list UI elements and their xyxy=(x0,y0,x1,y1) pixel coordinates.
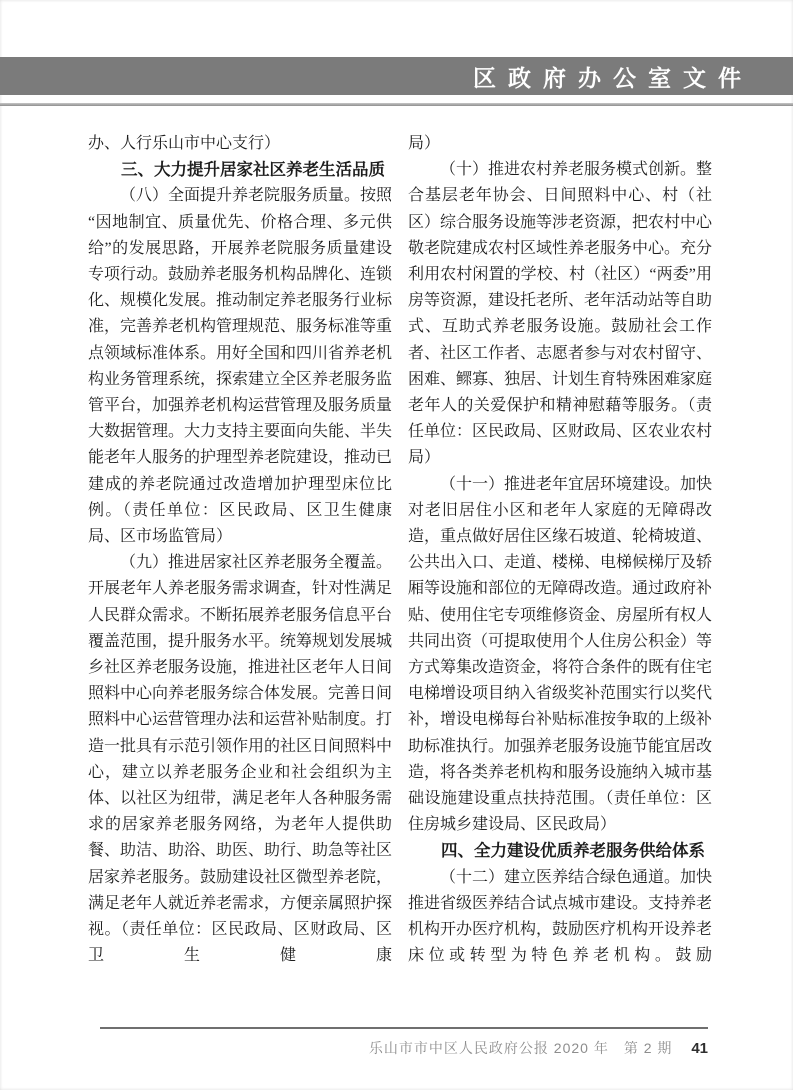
paragraph-continuation: 办、人行乐山市中心支行） xyxy=(88,135,281,152)
right-column xyxy=(408,131,712,1011)
left-column xyxy=(88,131,392,1011)
banner-title: 区政府办公室文件 xyxy=(473,64,753,91)
footer-rule xyxy=(100,1027,708,1029)
paragraph-item-10: （十）推进农村养老服务模式创新。整合基层老年协会、日间照料中心、村（社区）综合服务设施等涉老资源，把农村中心敬老院建成农村区域性养老服务中心。充分利用农村闲置的学校、村（社区）“两委”用房等资源，建设托老所、老年活动站等自助式、互助式养老服务设施。鼓励社会工作者、社区工作者、志愿者参与对农村留守、困难、鳏寡、独居、计划生育特殊困难家庭老年人的关爱保护和精神慰藉等服务。（责任单位：区民政局、区财政局、区农业农村局） xyxy=(408,161,712,467)
paragraph-continuation: 局） xyxy=(408,135,441,152)
journal-title: 乐山市市中区人民政府公报 2020 年 第 2 期 xyxy=(368,1040,673,1056)
paragraph-item-12: （十二）建立医养结合绿色通道。加快推进省级医养结合试点城市建设。支持养老机构开办医疗机构，鼓励医疗机构开设养老床位或转型为特色养老机构。鼓励 xyxy=(408,868,712,965)
paragraph-item-11: （十一）推进老年宜居环境建设。加快对老旧居住小区和老年人家庭的无障碍改造，重点做好居住区缘石坡道、轮椅坡道、公共出入口、走道、楼梯、电梯候梯厅及轿厢等设施和部位的无障碍改造。通过政府补贴、使用住宅专项维修资金、房屋所有权人共同出资（可提取使用个人住房公积金）等方式筹集改造资金，将符合条件的既有住宅电梯增设项目纳入省级奖补范围实行以奖代补，增设电梯每台补贴标准按争取的上级补助标准执行。加强养老服务设施节能宜居改造，将各类养老机构和服务设施纳入城市基础设施建设重点扶持范围。（责任单位：区住房城乡建设局、区民政局） xyxy=(408,475,712,834)
section-heading-4: 四、全力建设优质养老服务供给体系 xyxy=(441,842,705,861)
section-heading-3: 三、大力提升居家社区养老生活品质 xyxy=(121,161,385,180)
header-rule xyxy=(0,103,793,106)
document-body xyxy=(88,131,712,1011)
paragraph-item-8: （八）全面提升养老院服务质量。按照“因地制宜、质量优先、价格合理、多元供给”的发展思路，开展养老院服务质量建设专项行动。鼓励养老服务机构品牌化、连锁化、规模化发展。推动制定养老服务行业标准，完善养老机构管理规范、服务标准等重点领域标准体系。用好全国和四川省养老机构业务管理系统，探索建立全区养老服务监管平台，加强养老机构运营管理及服务质量大数据管理。大力支持主要面向失能、半失能老年人服务的护理型养老院建设，推动已建成的养老院通过改造增加护理型床位比例。（责任单位：区民政局、区卫生健康局、区市场监管局） xyxy=(88,187,393,546)
header-banner xyxy=(0,57,793,95)
page-footer xyxy=(88,1038,708,1058)
page-number: 41 xyxy=(691,1040,708,1057)
paragraph-item-9: （九）推进居家社区养老服务全覆盖。开展老年人养老服务需求调查，针对性满足人民群众需求。不断拓展养老服务信息平台覆盖范围，提升服务水平。统筹规划发展城乡社区养老服务设施，推进社区老年人日间照料中心向养老服务综合体发展。完善日间照料中心运营管理办法和运营补贴制度。打造一批具有示范引领作用的社区日间照料中心，建立以养老服务企业和社会组织为主体、以社区为纽带，满足老年人各种服务需求的居家养老服务网络，为老年人提供助餐、助洁、助浴、助医、助行、助急等社区居家养老服务。鼓励建设社区微型养老院，满足老年人就近养老需求，方便亲属照护探视。（责任单位：区民政局、区财政局、区卫生健康 xyxy=(88,554,393,965)
